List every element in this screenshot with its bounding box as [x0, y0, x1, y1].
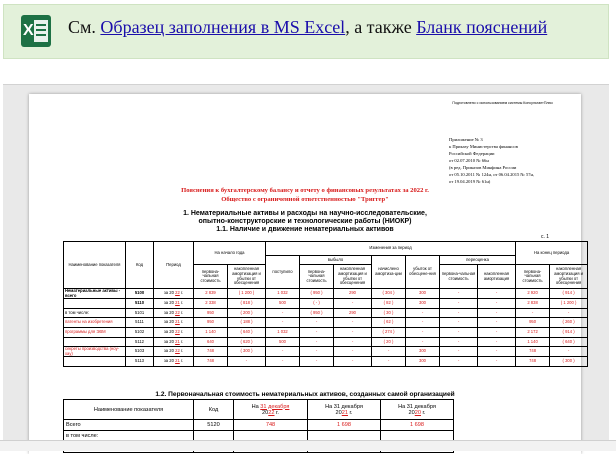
- table-row: Всего 5120 748 1 698 1 698: [64, 420, 454, 431]
- legal-reference: Приложение № 3 к Приказу Министерства финансов Российской Федерации от 02.07.2010 № 66н (в ред. Приказов Минфина России от 05.10.2011 № 124н, от 06.04.2015 № 57н, от 19.04.2019 № 61н): [449, 137, 535, 184]
- banner-middle: , а также: [345, 17, 412, 37]
- table-row: секреты производства (ноу-хау) 5103 за 20 22 г. 748 ( 300 ) - - - - 300 - - 748 -: [64, 347, 588, 357]
- page-number: с. 1: [540, 234, 549, 240]
- table-row: в том числе: 5101 за 20 22 г. 950 ( 200 ) - ( 950 ) 290 ( 30 ) - - - - -: [64, 308, 588, 318]
- bottom-scrollbar[interactable]: [0, 440, 616, 451]
- document-viewer[interactable]: [3, 84, 609, 441]
- table-row: Нематериальные активы - всего 5100 за 20 22 г. 2 839 ( 1 200 ) 1 032 ( 950 ) 290 ( 304 ) 300 - - 2 920 ( 914 ): [64, 289, 588, 299]
- banner-prefix: См.: [68, 17, 96, 37]
- banner-text: [68, 17, 547, 38]
- section1-subtitle: 1.1. Наличие и движение нематериальных активов: [216, 226, 394, 233]
- report-title: Пояснения к бухгалтерскому балансу и отчету о финансовых результатах за 2022 г.: [181, 187, 429, 194]
- excel-sample-link[interactable]: Образец заполнения в MS Excel: [100, 17, 346, 37]
- table-row: в том числе:: [64, 431, 454, 442]
- document-page: [29, 94, 581, 454]
- excel-icon: X: [21, 15, 51, 47]
- intangible-assets-table: Наименование показателя Код Период На начало года Изменения за период На конец периода поступило выбыло начислено амортиза-ции убыток от обесцене-ния переоценка первона-чальная стоимость накопленная амортизация и убытки от обесценения первона-чальная стоимость накопленная амортизация и убытки от обесценения первона-чальная стоимость накопленная амортизация первона-чальная стоимость накопленная амортизация и убытки от обесценения Нематериальные активы - всего 5100 за 20 22 г. 2 839 ( 1 200 ) 1 032 ( 950 ) 290 ( 304 ) 300 - - 2 920 ( 914 ) 5110 за 20 21 г. 2 338 ( 818 ) 500 ( - ) - ( 82 ) 300 - - 2 838 ( 1 200 ) в том числе: 5101 за 20 22 г. 950 ( 200 ) - ( 950 ) 290 ( 30 ) - - - - - патенты на изобретения 5111 за 20 21 г. 950 ( 188 ) - - - ( 62 ) - - - 950 ( 260 ) программы для ЭВМ 5102 за 20 22 г. 1 140 ( 640 ) 1 032 - - ( 274 ) - - - 2 172 ( 914 ) 5112 за 20 21 г. 640 ( 620 ) 500 - - ( 20 ) - - - 1 140 ( 640 ) секреты производства (ноу-хау) 5103 за 20 22 г. 748 ( 300 ) - - - - 300 - - 748 - 5113 за 20 21 г. 748 - - - - - 300 - - 748 ( 300 ): [63, 241, 588, 367]
- section1-title: 1. Нематериальные активы и расходы на научно-исследовательские,: [183, 210, 427, 217]
- info-banner: [3, 4, 609, 59]
- table-row: 5110 за 20 21 г. 2 338 ( 818 ) 500 ( - ) - ( 82 ) 300 - - 2 838 ( 1 200 ): [64, 299, 588, 309]
- section1-title-cont: опытно-конструкторские и технологические работы (НИОКР): [198, 218, 412, 225]
- table-row: программы для ЭВМ 5102 за 20 22 г. 1 140 ( 640 ) 1 032 - - ( 274 ) - - - 2 172 ( 914 ): [64, 327, 588, 337]
- table-row: патенты на изобретения 5111 за 20 21 г. 950 ( 188 ) - - - ( 62 ) - - - 950 ( 260 ): [64, 318, 588, 328]
- table-row: 5112 за 20 21 г. 640 ( 620 ) 500 - - ( 20 ) - - - 1 140 ( 640 ): [64, 337, 588, 347]
- table-row: 5113 за 20 21 г. 748 - - - - - 300 - - 748 ( 300 ): [64, 357, 588, 367]
- company-title: Общество с ограниченной ответственностью "Триггер": [221, 196, 389, 203]
- explanations-form-link[interactable]: Бланк пояснений: [416, 17, 548, 37]
- self-created-assets-table: Наименование показателя Код На 31 декабря 2022 г. На 31 декабря 2021 г. На 31 декабря 2020 г. Всего 5120 748 1 698 1 698 в том числе:: [63, 399, 454, 453]
- section2-title: 1.2. Первоначальная стоимость нематериальных активов, созданных самой организацией: [155, 391, 455, 398]
- system-note: Подготовлено с использованием системы КонсультантПлюс: [452, 101, 553, 105]
